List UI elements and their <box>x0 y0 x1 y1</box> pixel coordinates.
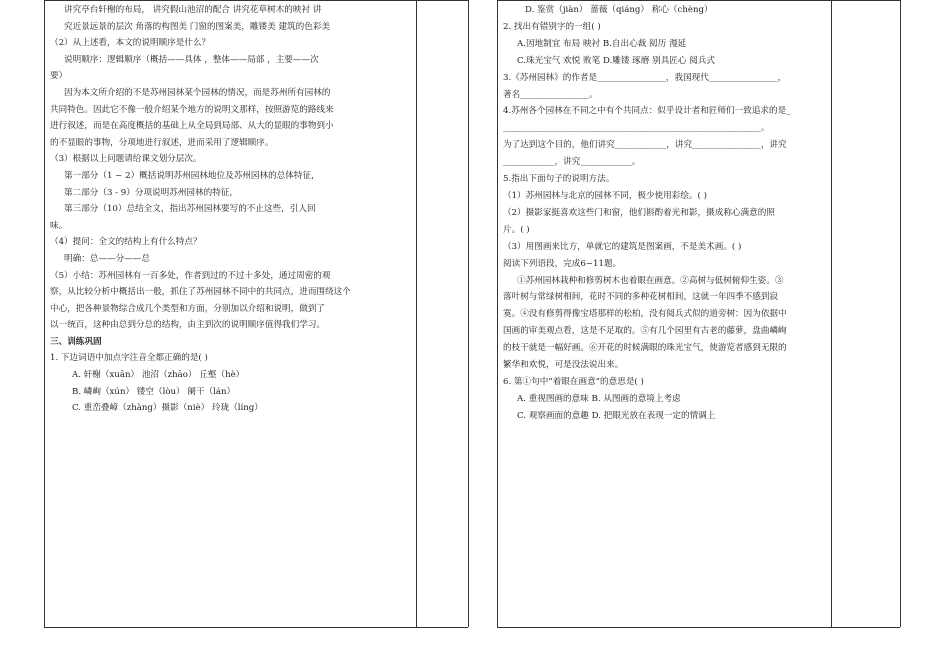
text-line: ①苏州园林栽种和修剪树木也着眼在画意。②高树与低树俯仰生姿。③ <box>517 275 784 286</box>
text-line: 阅读下列语段，完成6~11题。 <box>503 258 622 269</box>
right-page <box>497 0 900 627</box>
text-line: 共同特色。因此它不像一般介绍某个地方的说明文那样，按照游览的路线来 <box>50 104 334 115</box>
text-line: 三、训练巩固 <box>50 336 102 347</box>
text-line: （5）小结：苏州园林有一百多处，作者到过的不过十多处，通过周密的观 <box>50 270 331 281</box>
text-line: 的不显眼的事物，分项地进行叙述，进而采用了逻辑顺序。 <box>50 137 274 148</box>
text-line: 第一部分（1 ~ 2）概括说明苏州园林地位及苏州园林的总体特征， <box>64 170 320 181</box>
text-line: 著名________________。 <box>503 89 598 100</box>
right-page-content <box>503 0 829 627</box>
text-line: 讲究亭台轩榭的布局， 讲究假山池沼的配合 讲究花草树木的映衬 讲 <box>64 5 322 15</box>
text-line: （2）从上述看，本文的说明顺序是什么？ <box>50 38 211 49</box>
text-line: C. 观察画面的意趣 D. 把眼光放在表现一定的情调上 <box>517 410 716 421</box>
text-line: 要） <box>50 71 68 82</box>
text-line: （3）根据以上问题请给课文划分层次。 <box>50 154 202 165</box>
table-border-left <box>44 0 45 627</box>
text-line: ____________________________________________________________。 <box>503 123 770 134</box>
text-line: 究近景远景的层次 角落的构图美 门窗的图案美，雕镂美 建筑的色彩美 <box>64 21 331 32</box>
text-line: 4.苏州各个园林在不同之中有个共同点：似乎设计者和匠师们一致追求的是_ <box>503 106 791 117</box>
text-line: 为了达到这个目的，他们讲究____________，讲究________________，讲究 <box>503 140 787 151</box>
text-line: 的枝干就是一幅好画。⑥开花的时候满眼的珠光宝气，使游览者感到无限的 <box>503 343 787 354</box>
text-line: （1）苏州园林与北京的园林不同，极少使用彩绘。( ) <box>503 190 707 201</box>
table-border-bottom <box>497 627 900 628</box>
text-line: （3）用图画来比方，单就它的建筑是图案画，不是美术画。( ) <box>503 241 742 252</box>
text-line: A. 重视图画的意味 B. 从图画的意境上考虑 <box>517 393 681 404</box>
text-line: 第三部分（10）总结全文，指出苏州园林要写的不止这些，引人回 <box>64 204 316 215</box>
text-line: 说明顺序：逻辑顺序（概括——具体 ，整体——局部 ，主要——次 <box>64 54 319 65</box>
table-border-bottom <box>44 627 468 628</box>
text-line: 寞。④没有修剪得像宝塔那样的松柏，没有阅兵式似的道旁树：因为依据中 <box>503 309 787 320</box>
text-line: 片。( ) <box>503 224 530 235</box>
text-line: 6. 第①句中“着眼在画意”的意思是( ) <box>503 376 644 387</box>
text-line: 5.指出下面句子的说明方法。 <box>503 174 615 185</box>
text-line: 国画的审美观点看，这是不足取的。⑤有几个园里有古老的藤萝，盘曲嶙峋 <box>503 326 787 337</box>
text-line: 察，从比较分析中概括出一般，抓住了苏州园林不同中的共同点，进而围绕这个 <box>50 287 351 298</box>
table-column-divider <box>416 0 417 627</box>
text-line: （2）摄影家挺喜欢这些门和窗，他们斟酌着光和影，摄成称心满意的照 <box>503 207 775 218</box>
text-line: 中心，把各种景物综合成几个类型和方面，分别加以介绍和说明，做到了 <box>50 303 326 314</box>
text-line: C. 重峦叠嶂（zhàng）摄影（niè） 玲珑（líng） <box>72 403 263 414</box>
text-line: 2. 找出有错别字的一组( ) <box>503 21 601 32</box>
text-line: 落叶树与常绿树相间，花时不同的多种花树相间，这就一年四季不感到寂 <box>503 292 779 303</box>
text-line: A. 轩榭（xuān） 池沼（zhāo） 丘壑（hè） <box>72 370 245 381</box>
text-line: D. 鉴赏（jiàn） 蔷薇（qiáng） 称心（chèng） <box>525 5 713 15</box>
left-page-content <box>50 0 414 627</box>
text-line: A.因地制宜 布局 映衬 B.自出心裁 阅历 漫延 <box>517 38 687 49</box>
text-line: ____________，讲究____________。 <box>503 157 641 168</box>
text-line: （4）提问：全文的结构上有什么特点？ <box>50 237 202 248</box>
text-line: 3.《苏州园林》的作者是________________，我国现代________________， <box>503 72 787 83</box>
text-line: 进行叙述，而是在高度概括的基础上从全局到局部、从大的显眼的事物到小 <box>50 121 334 132</box>
table-border-left <box>497 0 498 627</box>
table-border-right <box>468 0 469 627</box>
text-line: 第二部分（3 - 9）分项说明苏州园林的特征， <box>64 187 238 198</box>
text-line: B. 嶙峋（xún） 镂空（lòu） 阑干（lán） <box>72 386 236 397</box>
table-border-right <box>900 0 901 627</box>
text-line: 明确：总——分——总 <box>64 253 150 264</box>
text-line: 以一统百，这种由总到分总的结构，由主到次的说明顺序值得我们学习。 <box>50 320 326 331</box>
left-page <box>44 0 468 627</box>
text-line: C.珠光宝气 欢悦 败笔 D.雕镂 琢磨 别具匠心 阅兵式 <box>517 55 715 66</box>
text-line: 因为本文所介绍的不是苏州园林某个园林的情况，而是苏州所有园林的 <box>64 87 331 98</box>
text-line: 繁华和欢悦，可是没法说出来。 <box>503 360 624 371</box>
table-column-divider <box>831 0 832 627</box>
text-line: 1. 下边词语中加点字注音全都正确的是( ) <box>50 353 208 364</box>
text-line: 味。 <box>50 220 68 231</box>
